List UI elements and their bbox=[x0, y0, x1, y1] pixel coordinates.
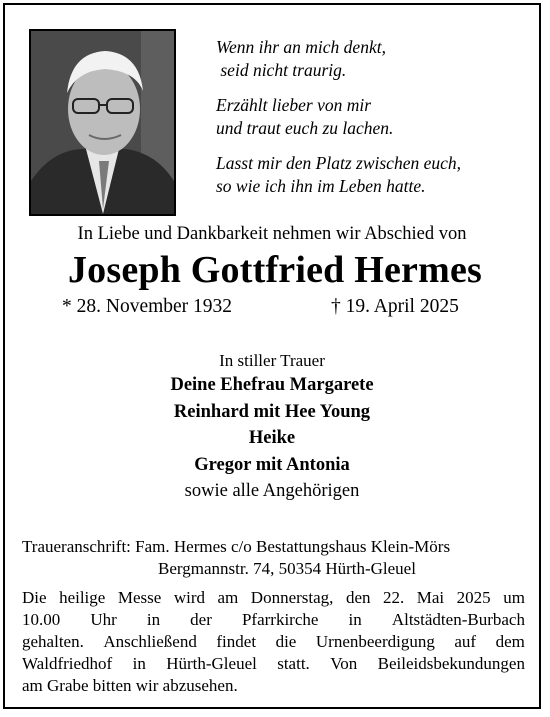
in-mourning-label: In stiller Trauer bbox=[219, 351, 325, 370]
mass-word: dem bbox=[495, 632, 525, 651]
mass-word: Donnerstag, bbox=[250, 588, 334, 607]
poem bbox=[216, 36, 526, 210]
mass-word: der bbox=[190, 610, 212, 629]
mass-word: am bbox=[217, 588, 239, 607]
mass-word: Urnenbeerdigung bbox=[315, 632, 435, 651]
mourner: Heike bbox=[248, 428, 296, 448]
mass-word: um bbox=[503, 588, 525, 607]
poem-stanza bbox=[216, 152, 526, 198]
mourners-list bbox=[0, 372, 544, 505]
mourner: Reinhard mit Hee Young bbox=[173, 401, 371, 422]
mass-word: gehalten. bbox=[22, 632, 84, 651]
mass-word: wird bbox=[173, 588, 205, 607]
mass-word: in bbox=[132, 654, 146, 673]
mourner: Deine Ehefrau Margarete bbox=[170, 375, 374, 395]
poem-line: Wenn ihr an mich denkt, bbox=[216, 37, 386, 57]
mass-word: Hürth-Gleuel bbox=[166, 654, 257, 673]
mass-word: Die bbox=[22, 588, 47, 607]
mass-word: Mai bbox=[416, 588, 445, 607]
poem-stanza bbox=[216, 36, 526, 82]
relatives-line: sowie alle Angehörigen bbox=[184, 481, 360, 501]
death-date: † 19. April 2025 bbox=[331, 296, 459, 317]
deceased-name: Joseph Gottfried Hermes bbox=[67, 249, 483, 291]
mass-word: heilige bbox=[59, 588, 106, 607]
birth-date: * 28. November 1932 bbox=[62, 296, 233, 317]
mass-word: in bbox=[348, 610, 362, 629]
poem-stanza bbox=[216, 94, 526, 140]
poem-line: seid nicht traurig. bbox=[216, 60, 347, 80]
poem-line: Lasst mir den Platz zwischen euch, bbox=[216, 153, 461, 173]
mass-line bbox=[22, 653, 525, 675]
mass-line bbox=[22, 587, 525, 609]
mass-word: Uhr bbox=[90, 610, 117, 629]
mass-word: Von bbox=[330, 654, 358, 673]
poem-line: und traut euch zu lachen. bbox=[216, 118, 394, 138]
mass-word: Waldfriedhof bbox=[22, 654, 113, 673]
mass-word: 10.00 bbox=[22, 610, 61, 629]
mass-word: die bbox=[275, 632, 297, 651]
mourning-address-line-2: Bergmannstr. 74, 50354 Hürth-Gleuel bbox=[158, 559, 416, 578]
mass-line bbox=[22, 609, 525, 631]
mass-word: Pfarrkirche bbox=[241, 610, 319, 629]
mourner: Gregor mit Antonia bbox=[194, 454, 350, 475]
mass-word: statt. bbox=[277, 654, 310, 673]
farewell-intro: In Liebe und Dankbarkeit nehmen wir Abschied von bbox=[77, 224, 467, 244]
mourning-address-line-1: Traueranschrift: Fam. Hermes c/o Bestattungshaus Klein-Mörs bbox=[22, 537, 451, 556]
mass-word: 22. bbox=[383, 588, 405, 607]
mass-word: 2025 bbox=[456, 588, 491, 607]
mass-word: Beileidsbekundungen bbox=[377, 654, 525, 673]
mass-word: Messe bbox=[117, 588, 162, 607]
mass-line bbox=[22, 631, 525, 653]
mass-word: in bbox=[146, 610, 161, 629]
mass-word: den bbox=[345, 588, 371, 607]
mass-word: auf bbox=[454, 632, 477, 651]
mass-line: am Grabe bitten wir abzusehen. bbox=[22, 676, 238, 695]
mass-word: findet bbox=[216, 632, 257, 651]
mass-word: Anschließend bbox=[103, 632, 197, 651]
portrait-photo bbox=[29, 29, 176, 216]
mass-word: Altstädten-Burbach bbox=[391, 610, 525, 629]
poem-line: so wie ich ihn im Leben hatte. bbox=[216, 176, 426, 196]
poem-line: Erzählt lieber von mir bbox=[216, 95, 372, 115]
mass-announcement bbox=[22, 587, 525, 697]
